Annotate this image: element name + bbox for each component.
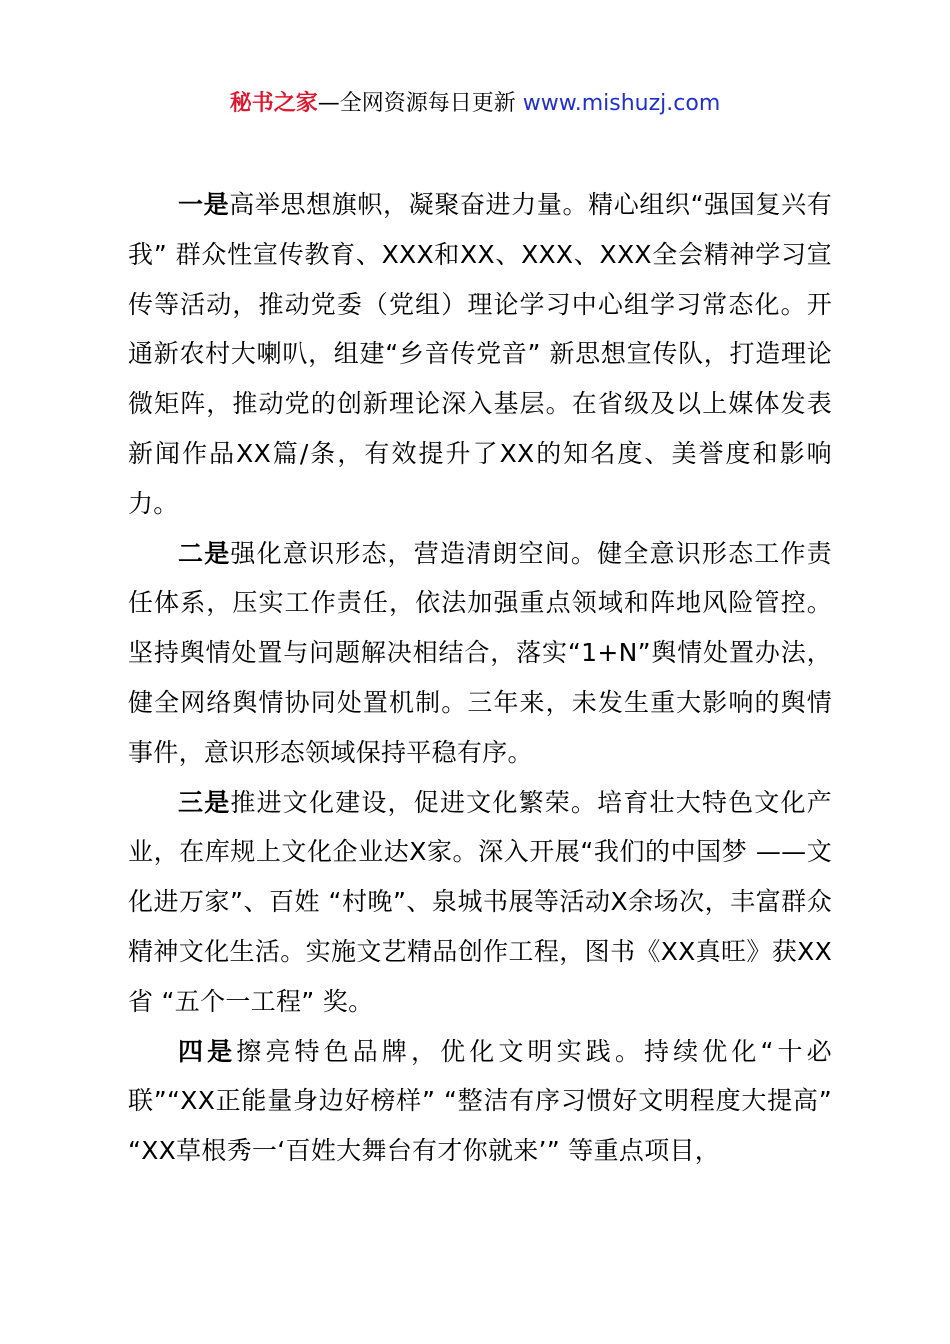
- paragraph-text: 强化意识形态，营造清朗空间。健全意识形态工作责任体系，压实工作责任，依法加强重点领域和阵地风险管控。坚持舆情处置与问题解决相结合，落实“1+N”舆情处置办法，健全网络舆情协同处置机制。三年来，未发生重大影响的舆情事件，意识形态领域保持平稳有序。: [128, 538, 832, 767]
- paragraph-1: [128, 180, 832, 529]
- paragraph-text: 擦亮特色品牌，优化文明实践。持续优化“十必联”“XX正能量身边好榜样” “整洁有序习惯好文明程度大提高” “XX草根秀一‘百姓大舞台有才你就来’” 等重点项目，: [128, 1036, 832, 1166]
- site-header: [0, 86, 950, 122]
- paragraph-2: [128, 529, 832, 778]
- site-brand: 秘书之家: [229, 91, 318, 116]
- paragraph-text: 推进文化建设，促进文化繁荣。培育壮大特色文化产业，在库规上文化企业达X家。深入开展“我们的中国梦 ——文化进万家”、百姓 “村晚”、泉城书展等活动X余场次，丰富群众精神文化生活。实施文艺精品创作工程，图书《XX真旺》获XX省 “五个一工程” 奖。: [128, 787, 832, 1016]
- paragraph-text: 高举思想旗帜，凝聚奋进力量。精心组织“强国复兴有我” 群众性宣传教育、XXX和XX、XXX、XXX全会精神学习宣传等活动，推动党委（党组）理论学习中心组学习常态化。开通新农村大喇叭，组建“乡音传党音” 新思想宣传队，打造理论微矩阵，推动党的创新理论深入基层。在省级及以上媒体发表新闻作品XX篇/条，有效提升了XX的知名度、美誉度和影响力。: [128, 190, 832, 518]
- paragraph-3: [128, 778, 832, 1027]
- site-tagline: —全网资源每日更新: [317, 91, 523, 116]
- paragraph-lead: 四是: [178, 1036, 237, 1066]
- site-url-link[interactable]: www.mishuzj.com: [522, 91, 721, 116]
- paragraph-lead: 二是: [178, 538, 231, 568]
- paragraph-4: [128, 1027, 832, 1176]
- paragraph-lead: 一是: [178, 190, 230, 219]
- document-body: [128, 180, 832, 1176]
- paragraph-lead: 三是: [178, 787, 231, 817]
